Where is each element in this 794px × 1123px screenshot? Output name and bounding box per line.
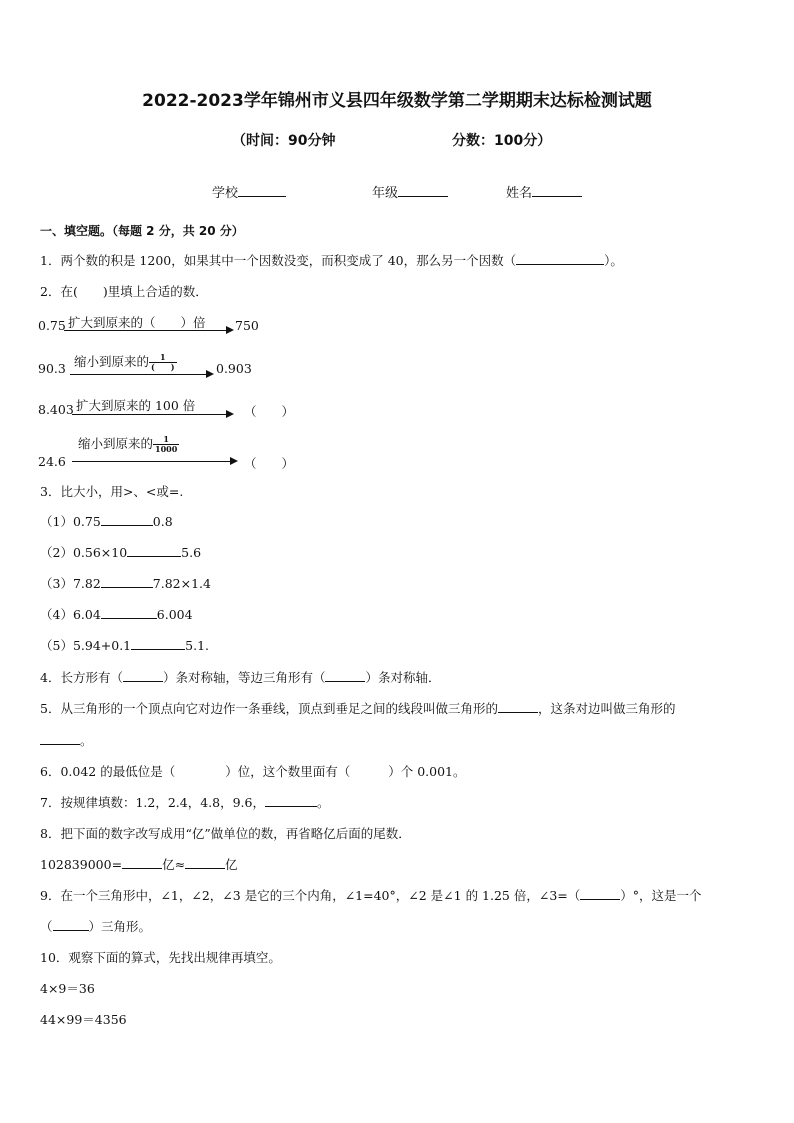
compare-item: （3）7.82 7.82×1.4	[40, 576, 211, 591]
equation-line: 4×9＝36	[40, 981, 95, 996]
school-field: 学校	[212, 182, 286, 201]
question-1: 1．两个数的积是 1200，如果其中一个因数没变，而积变成了 40，那么另一个因数（ ）。	[40, 253, 623, 268]
question-4: 4．长方形有（ ）条对称轴，等边三角形有（ ）条对称轴．	[40, 670, 441, 685]
arrow-label: 扩大到原来的（ ）倍	[68, 315, 206, 330]
compare-blank[interactable]	[101, 606, 157, 619]
q8-blank-1[interactable]	[122, 856, 162, 869]
q5-blank-1[interactable]	[498, 700, 538, 713]
score-label: 分数：100分）	[452, 133, 552, 149]
page-title: 2022-2023学年锦州市义县四年级数学第二学期期末达标检测试题	[142, 91, 652, 111]
question-9: 9．在一个三角形中，∠1，∠2，∠3 是它的三个内角，∠1=40°，∠2 是∠1 的 1.25 倍，∠3=（ ）°，这是一个	[40, 888, 702, 903]
question-2: 2．在( )里填上合适的数．	[40, 284, 208, 299]
compare-item: （1）0.75 0.8	[40, 514, 173, 529]
arrow-line	[70, 374, 208, 375]
school-blank[interactable]	[238, 184, 286, 197]
arrow-left-value: 24.6	[38, 454, 66, 469]
grade-blank[interactable]	[398, 184, 448, 197]
arrow-right-icon	[226, 410, 234, 418]
q7-blank[interactable]	[265, 794, 317, 807]
q5-blank-2[interactable]	[40, 732, 80, 745]
grade-field: 年级	[372, 182, 448, 201]
question-3: 3．比大小，用>、<或=.	[40, 484, 184, 499]
time-label: （时间：90分钟	[232, 133, 336, 149]
arrow-label: 扩大到原来的 100 倍	[76, 398, 196, 413]
arrow-left-value: 90.3	[38, 361, 66, 376]
equation-line: 44×99＝4356	[40, 1012, 127, 1027]
arrow-right-value: 0.903	[216, 361, 252, 376]
q4-blank-2[interactable]	[325, 669, 365, 682]
arrow-label: 缩小到原来的 $\frac{1}{( )}$	[74, 352, 175, 372]
question-5-cont: 。	[40, 731, 93, 749]
compare-blank[interactable]	[127, 544, 181, 557]
arrow-right-value: （ ）	[244, 456, 295, 471]
compare-item: （5）5.94+0.1 5.1.	[40, 638, 209, 653]
name-field: 姓名	[506, 182, 582, 201]
compare-blank[interactable]	[101, 575, 153, 588]
question-8: 8．把下面的数字改写成用“亿”做单位的数，再省略亿后面的尾数．	[40, 826, 411, 841]
fraction: $\frac{1}{( )}$	[151, 352, 175, 372]
question-6: 6．0.042 的最低位是（ ）位，这个数里面有（ ）个 0.001。	[40, 764, 466, 779]
arrow-right-value: 750	[235, 318, 259, 333]
arrow-right-icon	[226, 326, 234, 334]
compare-blank[interactable]	[131, 637, 185, 650]
compare-item: （2）0.56×10 5.6	[40, 545, 202, 560]
arrow-label: 缩小到原来的 $\frac{1}{1000}$	[78, 434, 178, 454]
q9-blank-2[interactable]	[53, 918, 89, 931]
compare-item: （4）6.04 6.004	[40, 607, 193, 622]
question-9-cont: （ ）三角形。	[40, 919, 152, 934]
name-blank[interactable]	[532, 184, 582, 197]
arrow-right-icon	[230, 457, 238, 465]
question-5: 5．从三角形的一个顶点向它对边作一条垂线，顶点到垂足之间的线段叫做三角形的 ，这条对边叫做三角形的	[40, 701, 676, 716]
arrow-right-icon	[206, 370, 214, 378]
fraction: $\frac{1}{1000}$	[155, 434, 178, 454]
q1-blank[interactable]	[516, 252, 604, 265]
arrow-line	[72, 461, 232, 462]
arrow-left-value: 8.403	[38, 402, 74, 417]
arrow-line	[72, 414, 228, 415]
q8-blank-2[interactable]	[185, 856, 225, 869]
arrow-line	[64, 330, 228, 331]
question-8-line: 102839000= 亿≈ 亿	[40, 857, 238, 872]
arrow-left-value: 0.75	[38, 318, 66, 333]
q4-blank-1[interactable]	[123, 669, 163, 682]
q9-blank-1[interactable]	[580, 887, 620, 900]
section-heading: 一、填空题。（每题 2 分，共 20 分）	[40, 224, 244, 238]
compare-blank[interactable]	[101, 513, 153, 526]
question-7: 7．按规律填数：1.2，2.4，4.8，9.6， 。	[40, 795, 330, 810]
question-10: 10．观察下面的算式，先找出规律再填空。	[40, 950, 281, 965]
arrow-right-value: （ ）	[244, 404, 295, 419]
